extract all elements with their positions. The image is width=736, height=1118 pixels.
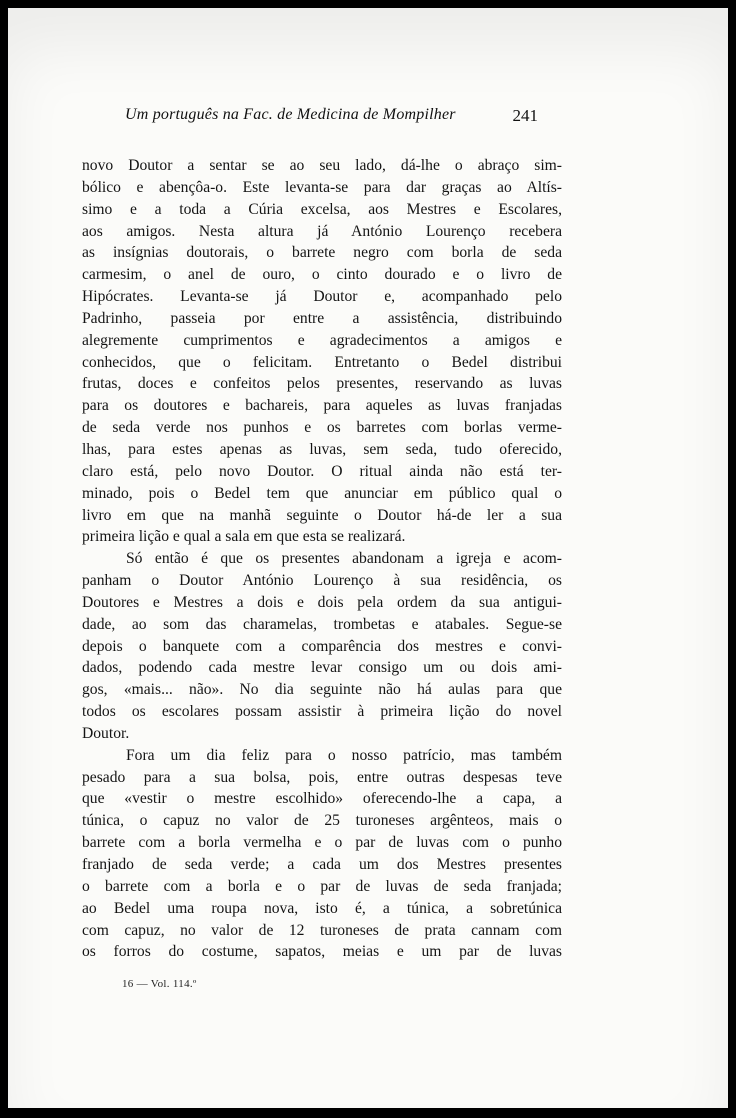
text-line: novo Doutor a sentar se ao seu lado, dá-lhe o abraço sim- [82,157,562,174]
text-line: conhecidos, que o felicitam. Entretanto o Bedel distribui [82,353,562,371]
text-line: para os doutores e bachareis, para aqueles as luvas franjadas [82,397,562,415]
text-line: com capuz, no valor de 12 turoneses de prata cannam com [82,921,562,939]
text-line: simo e a toda a Cúria excelsa, aos Mestres e Escolares, [82,200,562,218]
text-line: frutas, doces e confeitos pelos presentes, reservando as luvas [82,375,562,393]
text-line: livro em que na manhã seguinte o Doutor há-de ler a sua [82,506,562,524]
text-line: que «vestir o mestre escolhido» oferecendo-lhe a capa, a [82,790,562,808]
text-line: panham o Doutor António Lourenço à sua residência, os [82,572,562,590]
text-line: aos amigos. Nesta altura já António Lourenço recebera [82,222,562,240]
text-line: os forros do costume, sapatos, meias e um par de luvas [82,943,562,961]
page-header [120,106,538,130]
text-line: Fora um dia feliz para o nosso patrício, mas também [126,746,562,764]
footer-signature: 16 — Vol. 114.º [122,978,197,990]
text-line: pesado para a sua bolsa, pois, entre outras despesas teve [82,768,562,786]
text-line: barrete com a borla vermelha e o par de luvas com o punho [82,834,562,852]
text-line: primeira lição e qual a sala em que esta se realizará. [82,528,406,546]
text-line: dados, podendo cada mestre levar consigo um ou dois ami- [82,659,562,677]
text-line: alegremente cumprimentos e agradecimentos a amigos e [82,331,562,349]
book-page [8,8,728,1108]
text-line: as insígnias doutorais, o barrete negro com borla de seda [82,244,562,262]
text-line: carmesim, o anel de ouro, o cinto dourado e o livro de [82,266,562,284]
text-line: Padrinho, passeia por entre a assistência, distribuindo [82,309,562,327]
text-line: Só então é que os presentes abandonam a igreja e acom- [126,550,562,568]
body-text [82,155,562,963]
text-line: de seda verde nos punhos e os barretes com borlas verme- [82,419,562,437]
text-line: Doutor. [82,724,130,742]
text-line: franjado de seda verde; a cada um dos Mestres presentes [82,856,562,873]
running-head: Um português na Fac. de Medicina de Mompilher [125,106,456,123]
text-line: todos os escolares possam assistir à primeira lição do novel [82,703,562,721]
text-line: Hipócrates. Levanta-se já Doutor e, acompanhado pelo [82,288,562,306]
text-line: ao Bedel uma roupa nova, isto é, a túnica, a sobretúnica [82,899,562,917]
text-line: claro está, pelo novo Doutor. O ritual ainda não está ter- [82,462,562,480]
text-line: túnica, o capuz no valor de 25 turoneses argênteos, mais o [82,812,562,830]
text-line: bólico e abençôa-o. Este levanta-se para dar graças ao Altís- [82,178,562,196]
text-line: o barrete com a borla e o par de luvas de seda franjada; [82,877,562,895]
text-line: depois o banquete com a comparência dos mestres e convi- [82,637,562,655]
page-number: 241 [512,106,538,125]
text-line: dade, ao som das charamelas, trombetas e atabales. Segue-se [82,615,562,633]
text-line: lhas, para estes apenas as luvas, sem seda, tudo oferecido, [82,440,562,458]
text-line: Doutores e Mestres a dois e dois pela ordem da sua antigui- [82,593,562,611]
text-line: gos, «mais... não». No dia seguinte não há aulas para que [82,681,562,699]
text-line: minado, pois o Bedel tem que anunciar em público qual o [82,484,562,502]
